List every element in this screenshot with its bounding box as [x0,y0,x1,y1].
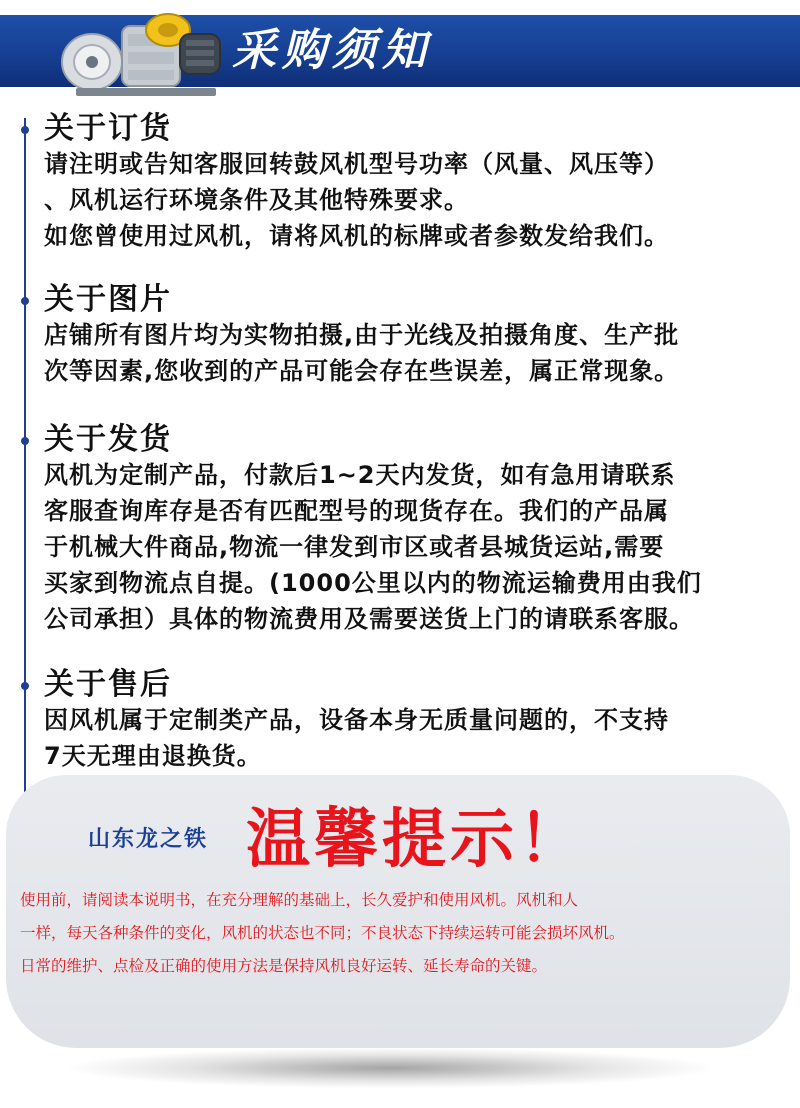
section-ordering [44,112,669,254]
brand-name: 山东龙之铁 [88,827,209,852]
section-line: 7天无理由退换货。 [44,742,262,770]
notice-text [20,884,780,983]
notice-line: 使用前，请阅读本说明书，在充分理解的基础上，长久爱护和使用风机。风机和人 [20,891,579,909]
section-line: 请注明或告知客服回转鼓风机型号功率（风量、风压等） [44,150,669,178]
notice-heading: 温馨提示！ [246,803,586,877]
section-line: 风机为定制产品，付款后1~2天内发货，如有急用请联系 [44,461,676,489]
section-line: 公司承担）具体的物流费用及需要送货上门的请联系客服。 [44,605,694,633]
section-line: 店铺所有图片均为实物拍摄,由于光线及拍摄角度、生产批 [44,321,680,349]
notice-line: 日常的维护、点检及正确的使用方法是保持风机良好运转、延长寿命的关键。 [20,957,548,975]
section-title: 关于发货 [44,422,172,457]
timeline-dot [21,297,29,305]
timeline-line [24,118,26,890]
notice-shadow [70,1048,710,1088]
section-title: 关于图片 [44,282,172,317]
section-title: 关于售后 [44,667,172,702]
blower-machine-icon [56,4,226,100]
notice-line: 一样，每天各种条件的变化，风机的状态也不同；不良状态下持续运转可能会损坏风机。 [20,924,625,942]
section-line: 如您曾使用过风机，请将风机的标牌或者参数发给我们。 [44,222,669,250]
timeline-dot [21,126,29,134]
timeline-dot [21,437,29,445]
section-line: 买家到物流点自提。(1000公里以内的物流运输费用由我们 [44,569,702,597]
timeline-dot [21,682,29,690]
section-shipping [44,423,702,637]
page-title: 采购须知 [232,25,432,76]
section-pictures [44,283,679,389]
section-after-sales [44,668,669,774]
header-banner [0,0,800,100]
section-title: 关于订货 [44,111,172,146]
section-line: 于机械大件商品,物流一律发到市区或者县城货运站,需要 [44,533,665,561]
section-line: 、风机运行环境条件及其他特殊要求。 [44,186,469,214]
section-line: 次等因素,您收到的产品可能会存在些误差，属正常现象。 [44,357,680,385]
section-line: 因风机属于定制类产品，设备本身无质量问题的，不支持 [44,706,669,734]
section-line: 客服查询库存是否有匹配型号的现货存在。我们的产品属 [44,497,669,525]
